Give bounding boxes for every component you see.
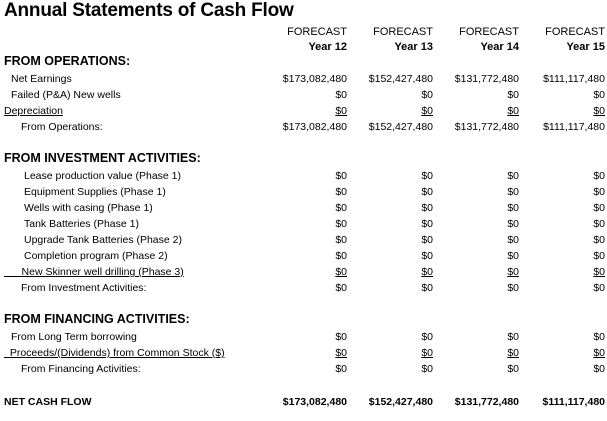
row-label: Wells with casing (Phase 1)	[24, 202, 153, 214]
cell-value: $0	[421, 170, 433, 182]
cell-value: $0	[335, 89, 347, 101]
cell-value: $131,772,480	[454, 73, 519, 85]
cell-value: $0	[507, 250, 519, 262]
row-label: NET CASH FLOW	[4, 396, 92, 408]
row-label-text: Proceeds/(Dividends) from Common Stock ($)	[9, 347, 225, 359]
cell-value: $0	[335, 202, 347, 214]
cell-value: $0	[421, 250, 433, 262]
cell-value: $0	[421, 363, 433, 375]
cell-value: $152,427,480	[368, 396, 433, 408]
cell-value: $0	[335, 282, 347, 294]
cell-value: $0	[593, 347, 605, 359]
cell-value: $152,427,480	[368, 121, 433, 133]
table-row	[0, 87, 607, 103]
table-row	[0, 232, 607, 248]
cell-value: $0	[507, 331, 519, 343]
row-label: Net Earnings	[11, 73, 72, 85]
table-row	[0, 264, 607, 280]
cell-value: $0	[335, 105, 347, 117]
table-row	[0, 200, 607, 216]
page-title: Annual Statements of Cash Flow	[4, 0, 294, 21]
cell-value: $0	[421, 218, 433, 230]
cell-value: $0	[335, 347, 347, 359]
row-label: Depreciation	[4, 105, 63, 117]
cell-value: $0	[335, 363, 347, 375]
cell-value: $0	[507, 266, 519, 278]
cell-value: $0	[593, 331, 605, 343]
cell-value: $0	[593, 282, 605, 294]
cell-value: $0	[507, 105, 519, 117]
cell-value: $0	[335, 250, 347, 262]
row-label-text: New Skinner well drilling (Phase 3)	[21, 266, 184, 278]
cell-value: $0	[421, 89, 433, 101]
cell-value: $111,117,480	[543, 121, 605, 133]
table-row	[0, 103, 607, 119]
cell-value: $0	[421, 282, 433, 294]
cell-value: $0	[421, 347, 433, 359]
cell-value: $0	[593, 363, 605, 375]
section-heading-investment: FROM INVESTMENT ACTIVITIES:	[4, 151, 201, 165]
row-label: From Operations:	[21, 121, 103, 133]
cell-value: $0	[421, 202, 433, 214]
cell-value: $173,082,480	[282, 121, 347, 133]
column-header-year: Year 15	[566, 41, 605, 53]
table-row	[0, 345, 607, 361]
row-label: Tank Batteries (Phase 1)	[24, 218, 139, 230]
row-label: Upgrade Tank Batteries (Phase 2)	[24, 234, 182, 246]
row-label: Completion program (Phase 2)	[24, 250, 168, 262]
net-cash-flow-row	[0, 394, 607, 410]
cell-value: $173,082,480	[282, 396, 347, 408]
cell-value: $0	[507, 186, 519, 198]
column-header-forecast: FORECAST	[459, 26, 519, 38]
cell-value: $0	[421, 186, 433, 198]
column-header-year: Year 14	[480, 41, 519, 53]
cell-value: $0	[421, 105, 433, 117]
cell-value: $0	[593, 202, 605, 214]
cell-value: $0	[593, 105, 605, 117]
cell-value: $0	[421, 266, 433, 278]
row-label: From Financing Activities:	[21, 363, 141, 375]
cell-value: $111,117,480	[542, 396, 605, 408]
table-row	[0, 184, 607, 200]
cell-value: $0	[593, 170, 605, 182]
cell-value: $0	[507, 170, 519, 182]
cell-value: $0	[507, 363, 519, 375]
column-header-forecast: FORECAST	[287, 26, 347, 38]
cell-value: $0	[507, 282, 519, 294]
cell-value: $0	[335, 218, 347, 230]
cell-value: $0	[335, 234, 347, 246]
cell-value: $0	[507, 89, 519, 101]
cell-value: $0	[335, 186, 347, 198]
table-row	[0, 329, 607, 345]
table-row	[0, 216, 607, 232]
cell-value: $111,117,480	[543, 73, 605, 85]
cell-value: $173,082,480	[282, 73, 347, 85]
cell-value: $0	[593, 250, 605, 262]
section-heading-operations: FROM OPERATIONS:	[4, 54, 131, 68]
table-row	[0, 248, 607, 264]
cell-value: $0	[507, 234, 519, 246]
column-header-year: Year 12	[308, 41, 347, 53]
row-label	[4, 345, 225, 361]
cell-value: $0	[593, 218, 605, 230]
cell-value: $0	[335, 331, 347, 343]
table-row	[0, 168, 607, 184]
cell-value: $0	[507, 347, 519, 359]
subtotal-row	[0, 119, 607, 135]
row-label: Lease production value (Phase 1)	[24, 170, 182, 182]
cell-value: $131,772,480	[454, 121, 519, 133]
row-label: From Investment Activities:	[21, 282, 147, 294]
row-label	[4, 264, 184, 280]
column-header-forecast: FORECAST	[545, 26, 605, 38]
cell-value: $0	[421, 331, 433, 343]
cell-value: $0	[335, 170, 347, 182]
row-label: From Long Term borrowing	[11, 331, 137, 343]
cell-value: $0	[593, 186, 605, 198]
cell-value: $0	[507, 218, 519, 230]
cell-value: $0	[421, 234, 433, 246]
column-header-forecast: FORECAST	[373, 26, 433, 38]
cell-value: $152,427,480	[368, 73, 433, 85]
cell-value: $0	[335, 266, 347, 278]
row-label: Equipment Supplies (Phase 1)	[24, 186, 166, 198]
cell-value: $0	[593, 89, 605, 101]
subtotal-row	[0, 361, 607, 377]
row-label: Failed (P&A) New wells	[11, 89, 121, 101]
cell-value: $0	[507, 202, 519, 214]
table-row	[0, 71, 607, 87]
cell-value: $131,772,480	[454, 396, 519, 408]
subtotal-row	[0, 280, 607, 296]
column-header-year: Year 13	[394, 41, 433, 53]
section-heading-financing: FROM FINANCING ACTIVITIES:	[4, 312, 190, 326]
cell-value: $0	[593, 234, 605, 246]
cell-value: $0	[593, 266, 605, 278]
